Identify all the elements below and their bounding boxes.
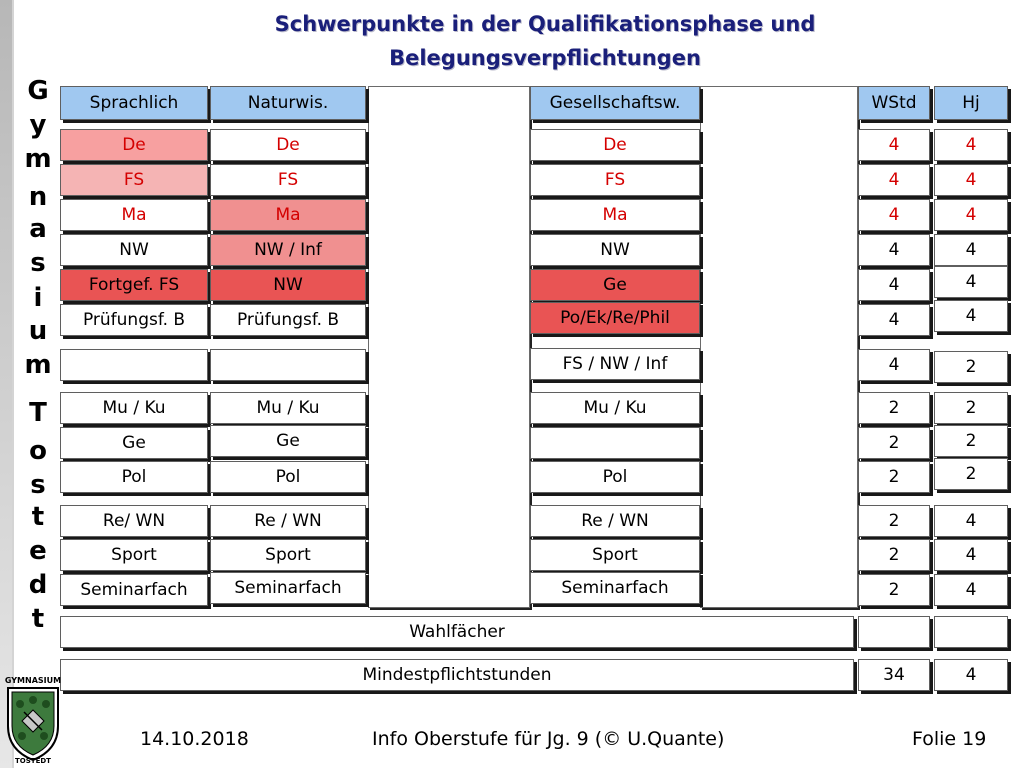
cell-hj: 4: [934, 539, 1008, 571]
cell-naturwis-pol: Pol: [210, 461, 366, 493]
cell-naturwis-fs: FS: [210, 164, 366, 196]
cell-gesellschaftsw-empty: [530, 427, 700, 459]
header-gesellschaftsw: Gesellschaftsw.: [530, 86, 700, 120]
vertical-letter: t: [31, 502, 45, 532]
cell-wstd: 2: [858, 505, 930, 537]
cell-naturwis-seminarfach: Seminarfach: [210, 572, 366, 604]
cell-wstd: 2: [858, 539, 930, 571]
vertical-letter: e: [29, 536, 47, 566]
cell-wahlfaecher-hj: [934, 616, 1008, 648]
logo-bottom-text: TOSTEDT: [15, 757, 51, 764]
vertical-letter: u: [28, 316, 48, 346]
cell-sprachlich-fortgef-fs: Fortgef. FS: [60, 269, 208, 301]
cell-naturwis-pruefungsfach: Prüfungsf. B: [210, 304, 366, 336]
cell-sprachlich-pol: Pol: [60, 461, 208, 493]
vertical-letter: n: [28, 182, 48, 212]
cell-sprachlich-de: De: [60, 129, 208, 161]
header-naturwis: Naturwis.: [210, 86, 366, 120]
cell-hj: 4: [934, 199, 1008, 231]
cell-wstd: 4: [858, 349, 930, 381]
cell-mindest-hj: 4: [934, 659, 1008, 691]
vertical-letter: t: [31, 604, 45, 634]
cell-naturwis-ma: Ma: [210, 199, 366, 231]
vertical-letter: T: [29, 398, 47, 428]
vertical-letter: o: [29, 436, 47, 466]
cell-naturwis-empty: [210, 349, 366, 381]
cell-naturwis-nw: NW: [210, 269, 366, 301]
cell-sprachlich-ge: Ge: [60, 427, 208, 459]
footer-date: 14.10.2018: [140, 728, 249, 750]
cell-naturwis-sport: Sport: [210, 539, 366, 571]
cell-hj: 4: [934, 505, 1008, 537]
cell-hj: 4: [934, 164, 1008, 196]
cell-hj: 4: [934, 129, 1008, 161]
cell-sprachlich-seminarfach: Seminarfach: [60, 574, 208, 606]
cell-naturwis-re-wn: Re / WN: [210, 505, 366, 537]
cell-sprachlich-fs: FS: [60, 164, 208, 196]
cell-gesellschaftsw-fs-nw-inf: FS / NW / Inf: [530, 348, 700, 380]
cell-hj: 4: [934, 234, 1008, 266]
cell-sprachlich-re-wn: Re/ WN: [60, 505, 208, 537]
cell-gesellschaftsw-nw: NW: [530, 234, 700, 266]
vertical-letter: d: [28, 570, 48, 600]
cell-sprachlich-ma: Ma: [60, 199, 208, 231]
cell-hj: 4: [934, 266, 1008, 298]
cell-sprachlich-mu-ku: Mu / Ku: [60, 392, 208, 424]
vertical-letter: m: [24, 144, 52, 174]
cell-wstd: 2: [858, 392, 930, 424]
cell-hj: 2: [934, 392, 1008, 424]
footer-slide-number: Folie 19: [912, 728, 987, 750]
cell-hj: 2: [934, 425, 1008, 457]
cell-gesellschaftsw-re-wn: Re / WN: [530, 505, 700, 537]
cell-wstd: 4: [858, 234, 930, 266]
footer-title: Info Oberstufe für Jg. 9 (© U.Quante): [372, 728, 725, 750]
cell-wstd: 2: [858, 574, 930, 606]
cell-wstd: 2: [858, 461, 930, 493]
cell-hj: 4: [934, 574, 1008, 606]
vertical-letter: m: [24, 350, 52, 380]
cell-gesellschaftsw-ge: Ge: [530, 269, 700, 301]
cell-sprachlich-sport: Sport: [60, 539, 208, 571]
slide-title-line1: Schwerpunkte in der Qualifikationsphase und: [274, 12, 816, 36]
cell-sprachlich-empty: [60, 349, 208, 381]
header-wstd: WStd: [858, 86, 930, 120]
cell-mindest-wstd: 34: [858, 659, 930, 691]
cell-naturwis-de: De: [210, 129, 366, 161]
cell-hj: 4: [934, 300, 1008, 332]
cell-gesellschaftsw-po-ek-re-phil: Po/Ek/Re/Phil: [530, 302, 700, 334]
left-decoration-bar: [0, 0, 12, 768]
cell-wstd: 4: [858, 164, 930, 196]
cell-sprachlich-nw: NW: [60, 234, 208, 266]
empty-column-1: [368, 86, 530, 608]
cell-wstd: 2: [858, 427, 930, 459]
cell-gesellschaftsw-sport: Sport: [530, 539, 700, 571]
row-mindestpflichtstunden: Mindestpflichtstunden: [60, 659, 854, 691]
cell-gesellschaftsw-de: De: [530, 129, 700, 161]
school-logo: [2, 674, 64, 764]
header-hj: Hj: [934, 86, 1008, 120]
slide-title-line2: Belegungsverpflichtungen: [389, 46, 701, 70]
vertical-letter: a: [29, 214, 47, 244]
cell-wahlfaecher-wstd: [858, 616, 930, 648]
cell-gesellschaftsw-ma: Ma: [530, 199, 700, 231]
cell-wstd: 4: [858, 304, 930, 336]
row-wahlfaecher: Wahlfächer: [60, 616, 854, 648]
empty-column-2: [700, 86, 858, 608]
cell-wstd: 4: [858, 129, 930, 161]
cell-naturwis-ge: Ge: [210, 425, 366, 457]
cell-hj: 2: [934, 458, 1008, 490]
vertical-letter: y: [29, 110, 47, 140]
vertical-letter: G: [27, 76, 49, 106]
left-decoration-line: [12, 0, 14, 768]
cell-sprachlich-pruefungsfach: Prüfungsf. B: [60, 304, 208, 336]
logo-top-text: GYMNASIUM: [4, 676, 62, 685]
header-sprachlich: Sprachlich: [60, 86, 208, 120]
cell-wstd: 4: [858, 199, 930, 231]
cell-gesellschaftsw-mu-ku: Mu / Ku: [530, 392, 700, 424]
cell-gesellschaftsw-seminarfach: Seminarfach: [530, 572, 700, 604]
vertical-letter: s: [30, 470, 46, 500]
vertical-letter: i: [33, 283, 43, 313]
cell-gesellschaftsw-fs: FS: [530, 164, 700, 196]
vertical-letter: s: [30, 248, 46, 278]
cell-gesellschaftsw-pol: Pol: [530, 461, 700, 493]
cell-naturwis-nw-inf: NW / Inf: [210, 234, 366, 266]
cell-naturwis-mu-ku: Mu / Ku: [210, 392, 366, 424]
cell-wstd: 4: [858, 269, 930, 301]
cell-hj: 2: [934, 351, 1008, 383]
